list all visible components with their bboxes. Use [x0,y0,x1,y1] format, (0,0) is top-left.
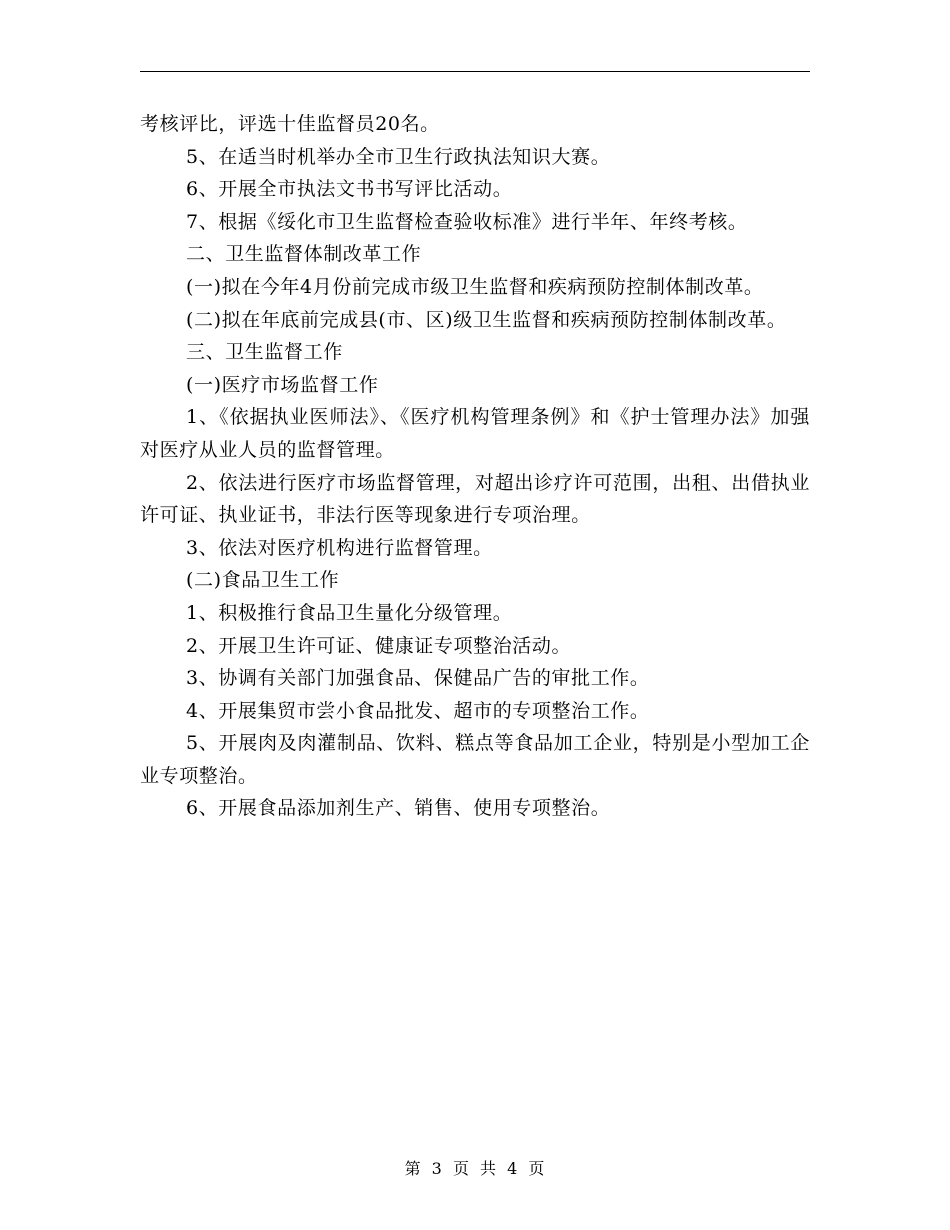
page-footer: 第 3 页 共 4 页 [404,1159,546,1178]
paragraph: 3、协调有关部门加强食品、保健品广告的审批工作。 [186,667,650,690]
section-heading: 三、卫生监督工作 [186,341,343,364]
paragraph: 3、依法对医疗机构进行监督管理。 [186,536,493,559]
paragraph: 6、开展食品添加剂生产、销售、使用专项整治。 [186,797,611,820]
paragraph: 6、开展全市执法文书书写评比活动。 [186,178,513,201]
paragraph: 1、积极推行食品卫生量化分级管理。 [186,601,513,624]
paragraph: 1、《依据执业医师法》、《医疗机构管理条例》和《护士管理办法》加强对医疗从业人员的监督管理。 [140,406,810,461]
paragraph: 2、开展卫生许可证、健康证专项整治活动。 [186,634,572,657]
paragraph: 5、在适当时机举办全市卫生行政执法知识大赛。 [186,145,611,168]
paragraph: 5、开展肉及肉灌制品、饮料、糕点等食品加工企业，特别是小型加工企业专项整治。 [140,732,810,787]
header-rule [140,71,810,72]
paragraph: (二)拟在年底前完成县(市、区)级卫生监督和疾病预防控制体制改革。 [186,308,787,331]
body-text [140,108,810,825]
subsection-heading: (一)医疗市场监督工作 [186,373,379,396]
paragraph: (一)拟在今年4月份前完成市级卫生监督和疾病预防控制体制改革。 [186,275,764,298]
paragraph: 4、开展集贸市尝小食品批发、超市的专项整治工作。 [186,699,650,722]
paragraph: 考核评比，评选十佳监督员20名。 [140,113,440,135]
paragraph: 7、根据《绥化市卫生监督检查验收标准》进行半年、年终考核。 [186,210,748,233]
subsection-heading: (二)食品卫生工作 [186,569,340,592]
section-heading: 二、卫生监督体制改革工作 [186,243,422,266]
paragraph: 2、依法进行医疗市场监督管理，对超出诊疗许可范围，出租、出借执业许可证、执业证书，非法行医等现象进行专项治理。 [140,471,810,527]
